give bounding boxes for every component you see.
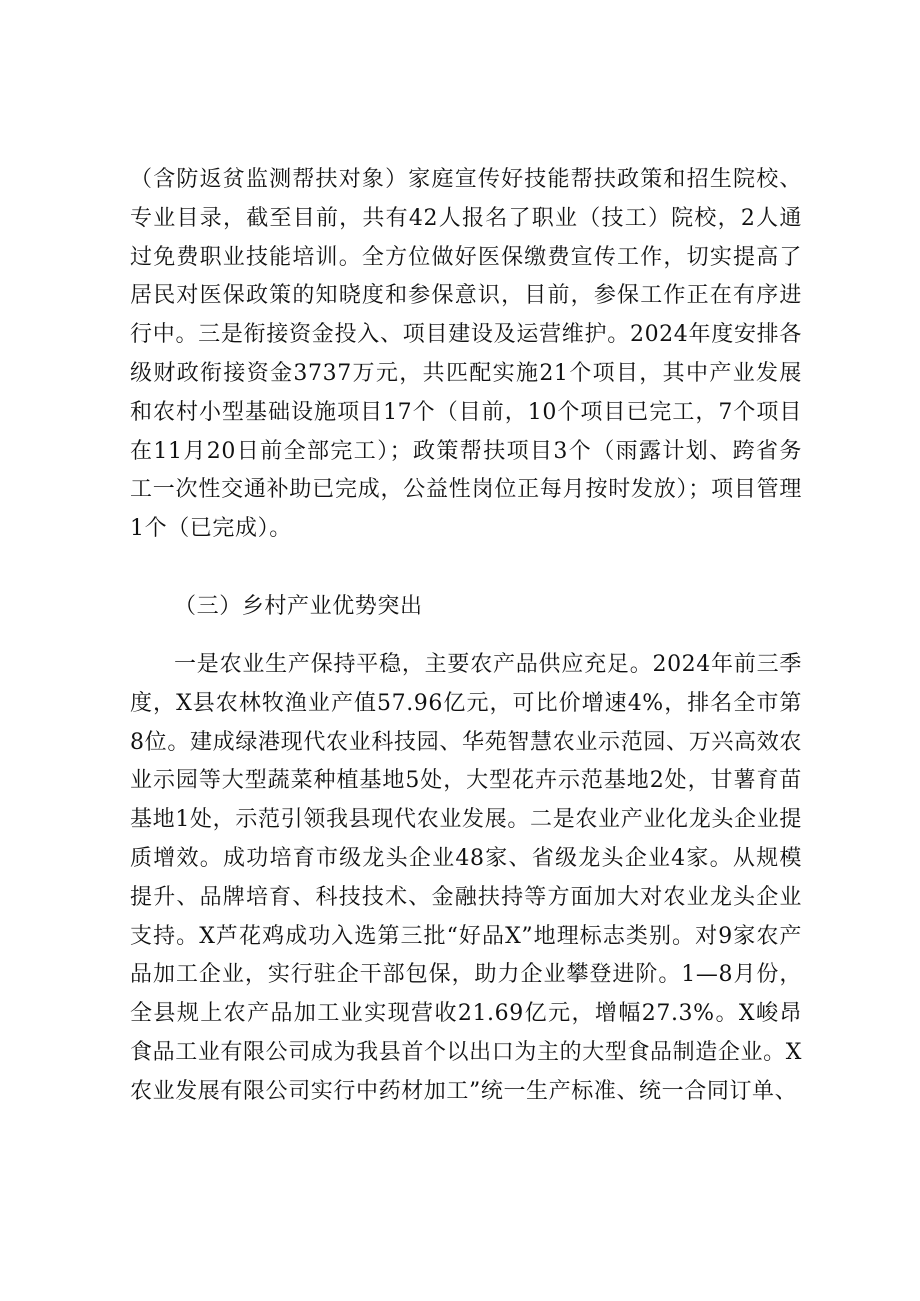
continuation-paragraph: （含防返贫监测帮扶对象）家庭宣传好技能帮扶政策和招生院校、专业目录，截至目前，共有42人报名了职业（技工）院校，2人通过免费职业技能培训。全方位做好医保缴费宣传工作，切实提高了居民对医保政策的知晓度和参保意识，目前，参保工作正在有序进行中。三是衔接资金投入、项目建设及运营维护。2024年度安排各级财政衔接资金3737万元，共匹配实施21个项目，其中产业发展和农村小型基础设施项目17个（目前，10个项目已完工，7个项目在11月20日前全部完工）；政策帮扶项目3个（雨露计划、跨省务工一次性交通补助已完成，公益性岗位正每月按时发放）；项目管理1个（已完成）。 <box>130 167 802 542</box>
section-heading: （三）乡村产业优势突出 <box>174 594 423 619</box>
body-paragraph: 一是农业生产保持平稳，主要农产品供应充足。2024年前三季度，X县农林牧渔业产值57.96亿元，可比价增速4%，排名全市第8位。建成绿港现代农业科技园、华苑智慧农业示范园、万兴高效农业示园等大型蔬菜种植基地5处，大型花卉示范基地2处，甘薯育苗基地1处，示范引领我县现代农业发展。二是农业产业化龙头企业提质增效。成功培育市级龙头企业48家、省级龙头企业4家。从规模提升、品牌培育、科技技术、金融扶持等方面加大对农业龙头企业支持。X芦花鸡成功入选第三批“好品X”地理标志类别。对9家农产品加工企业，实行驻企干部包保，助力企业攀登进阶。1—8月份，全县规上农产品加工业实现营收21.69亿元，增幅27.3%。X峻昂食品工业有限公司成为我县首个以出口为主的大型食品制造企业。X农业发展有限公司实行中药材加工”统一生产标准、统一合同订单、 <box>130 652 802 1104</box>
